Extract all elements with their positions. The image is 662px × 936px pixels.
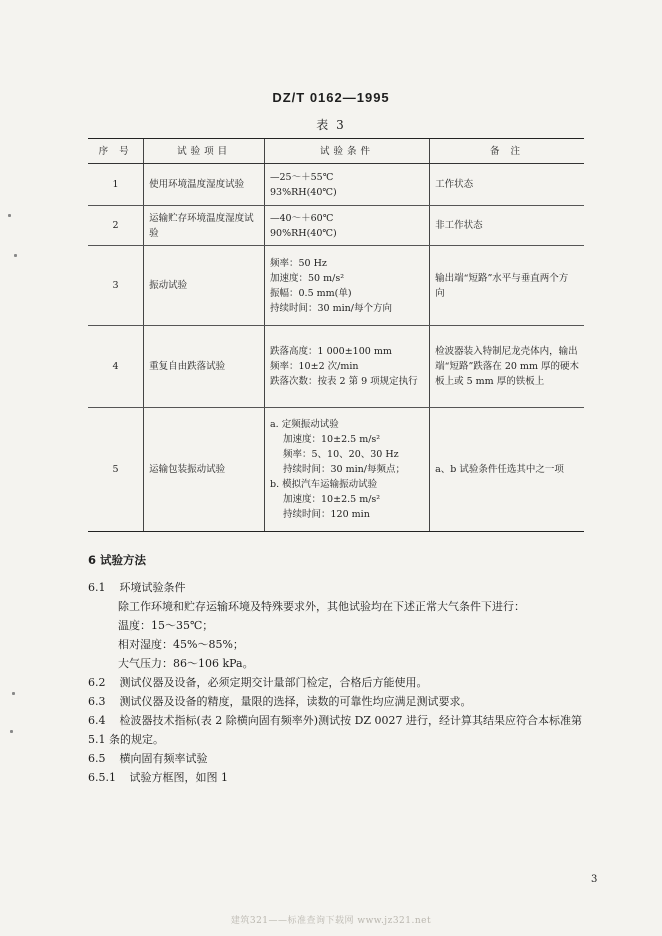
section-number: 6.1 <box>88 581 106 594</box>
row-item: 运输包装振动试验 <box>144 408 265 532</box>
header-no: 序 号 <box>88 139 144 164</box>
row-no: 1 <box>88 164 144 206</box>
row-no: 5 <box>88 408 144 532</box>
section-6-4-continued: 5.1 条的规定。 <box>88 733 164 746</box>
section-title: 环境试验条件 <box>119 581 186 594</box>
condition-line: 跌落高度：1 000±100 mm <box>270 346 392 357</box>
table-row <box>88 408 584 532</box>
row-conditions <box>265 206 430 246</box>
section-6-5-heading <box>88 750 608 766</box>
row-item: 重复自由跌落试验 <box>144 326 265 408</box>
section-number: 6.3 <box>88 695 106 708</box>
section-6-heading: 6 试验方法 <box>88 553 147 567</box>
row-item: 运输贮存环境温度湿度试验 <box>144 206 265 246</box>
row-note <box>430 206 584 246</box>
header-note: 备 注 <box>430 139 584 164</box>
condition-line: 振幅：0.5 mm(单) <box>270 287 352 299</box>
condition-line: —40～＋60℃ <box>270 212 334 224</box>
humidity-condition: 相对湿度：45%～85%； <box>118 638 244 651</box>
section-6-3 <box>88 693 608 709</box>
row-note <box>430 326 584 408</box>
scan-speck <box>12 692 15 695</box>
condition-line: 加速度：50 m/s² <box>270 272 345 284</box>
row-conditions <box>265 164 430 206</box>
note-line: 非工作状态 <box>435 220 483 231</box>
section-6-4 <box>88 712 608 728</box>
condition-line: —25～＋55℃ <box>270 171 334 183</box>
section-number: 6.2 <box>88 676 106 689</box>
note-line: a、b 试验条件任选其中之一项 <box>435 464 564 475</box>
section-6-1-heading <box>88 579 608 595</box>
section-text: 测试仪器及设备，必须定期交计量部门检定，合格后方能使用。 <box>119 676 428 689</box>
condition-line: 持续时间：30 min/每个方向 <box>270 302 392 314</box>
row-note <box>430 246 584 326</box>
scan-speck <box>8 214 11 217</box>
section-number: 6.4 <box>88 714 106 727</box>
condition-line: 持续时间：120 min <box>283 509 370 520</box>
row-conditions <box>265 326 430 408</box>
table-header-row <box>88 139 584 164</box>
note-line: 工作状态 <box>435 179 474 190</box>
row-note <box>430 164 584 206</box>
condition-line: 频率：10±2 次/min <box>270 361 359 372</box>
row-note <box>430 408 584 532</box>
table-row <box>88 164 584 206</box>
watermark-text: 建筑321——标准查询下载网 www.jz321.net <box>230 916 432 926</box>
section-text: 试验方框图，如图 1 <box>129 771 228 784</box>
row-no: 4 <box>88 326 144 408</box>
standard-code: DZ/T 0162—1995 <box>272 90 390 105</box>
table-row <box>88 206 584 246</box>
note-line: 板上或 5 mm 厚的铁板上 <box>435 376 545 387</box>
scan-speck <box>14 254 17 257</box>
note-line: 输出端“短路”水平与垂直两个方 <box>435 272 569 284</box>
condition-line: 加速度：10±2.5 m/s² <box>283 494 381 505</box>
note-line: 端“短路”跌落在 20 mm 厚的硬木 <box>435 361 579 372</box>
section-6-2 <box>88 674 608 690</box>
section-text: 测试仪器及设备的精度，量限的选择，读数的可靠性均应满足测试要求。 <box>119 695 472 708</box>
section-6-1-text: 除工作环境和贮存运输环境及特殊要求外，其他试验均在下述正常大气条件下进行： <box>118 600 525 613</box>
condition-line: b. 模拟汽车运输振动试验 <box>270 479 378 490</box>
header-item: 试验项目 <box>144 139 265 164</box>
condition-line: a. 定频振动试验 <box>270 419 339 430</box>
section-number: 6.5.1 <box>88 771 116 784</box>
header-conditions: 试验条件 <box>265 139 430 164</box>
table-title: 表 3 <box>316 118 346 132</box>
note-line: 检波器装入特制尼龙壳体内，输出 <box>435 346 578 357</box>
condition-line: 频率：5、10、20、30 Hz <box>283 449 399 460</box>
table-row <box>88 246 584 326</box>
condition-line: 频率：50 Hz <box>270 257 327 269</box>
condition-line: 持续时间：30 min/每频点； <box>283 464 405 475</box>
condition-line: 90%RH(40℃) <box>270 227 337 239</box>
table-row <box>88 326 584 408</box>
note-line: 向 <box>435 287 445 299</box>
section-number: 6.5 <box>88 752 106 765</box>
test-conditions-table <box>88 138 584 532</box>
section-title: 横向固有频率试验 <box>119 752 208 765</box>
row-no: 2 <box>88 206 144 246</box>
condition-line: 93%RH(40℃) <box>270 186 337 198</box>
scan-speck <box>10 730 13 733</box>
section-text: 检波器技术指标(表 2 除横向固有频率外)测试按 DZ 0027 进行，经计算其结果应符合本标准第 <box>119 714 583 727</box>
condition-line: 跌落次数：按表 2 第 9 项规定执行 <box>270 376 418 387</box>
row-item: 使用环境温度湿度试验 <box>144 164 265 206</box>
row-conditions <box>265 408 430 532</box>
page-number: 3 <box>591 874 598 885</box>
row-conditions <box>265 246 430 326</box>
section-6-5-1 <box>88 769 608 785</box>
condition-line: 加速度：10±2.5 m/s² <box>283 434 381 445</box>
row-no: 3 <box>88 246 144 326</box>
pressure-condition: 大气压力：86～106 kPa。 <box>118 657 254 670</box>
row-item: 振动试验 <box>144 246 265 326</box>
temperature-condition: 温度：15～35℃； <box>118 619 214 632</box>
